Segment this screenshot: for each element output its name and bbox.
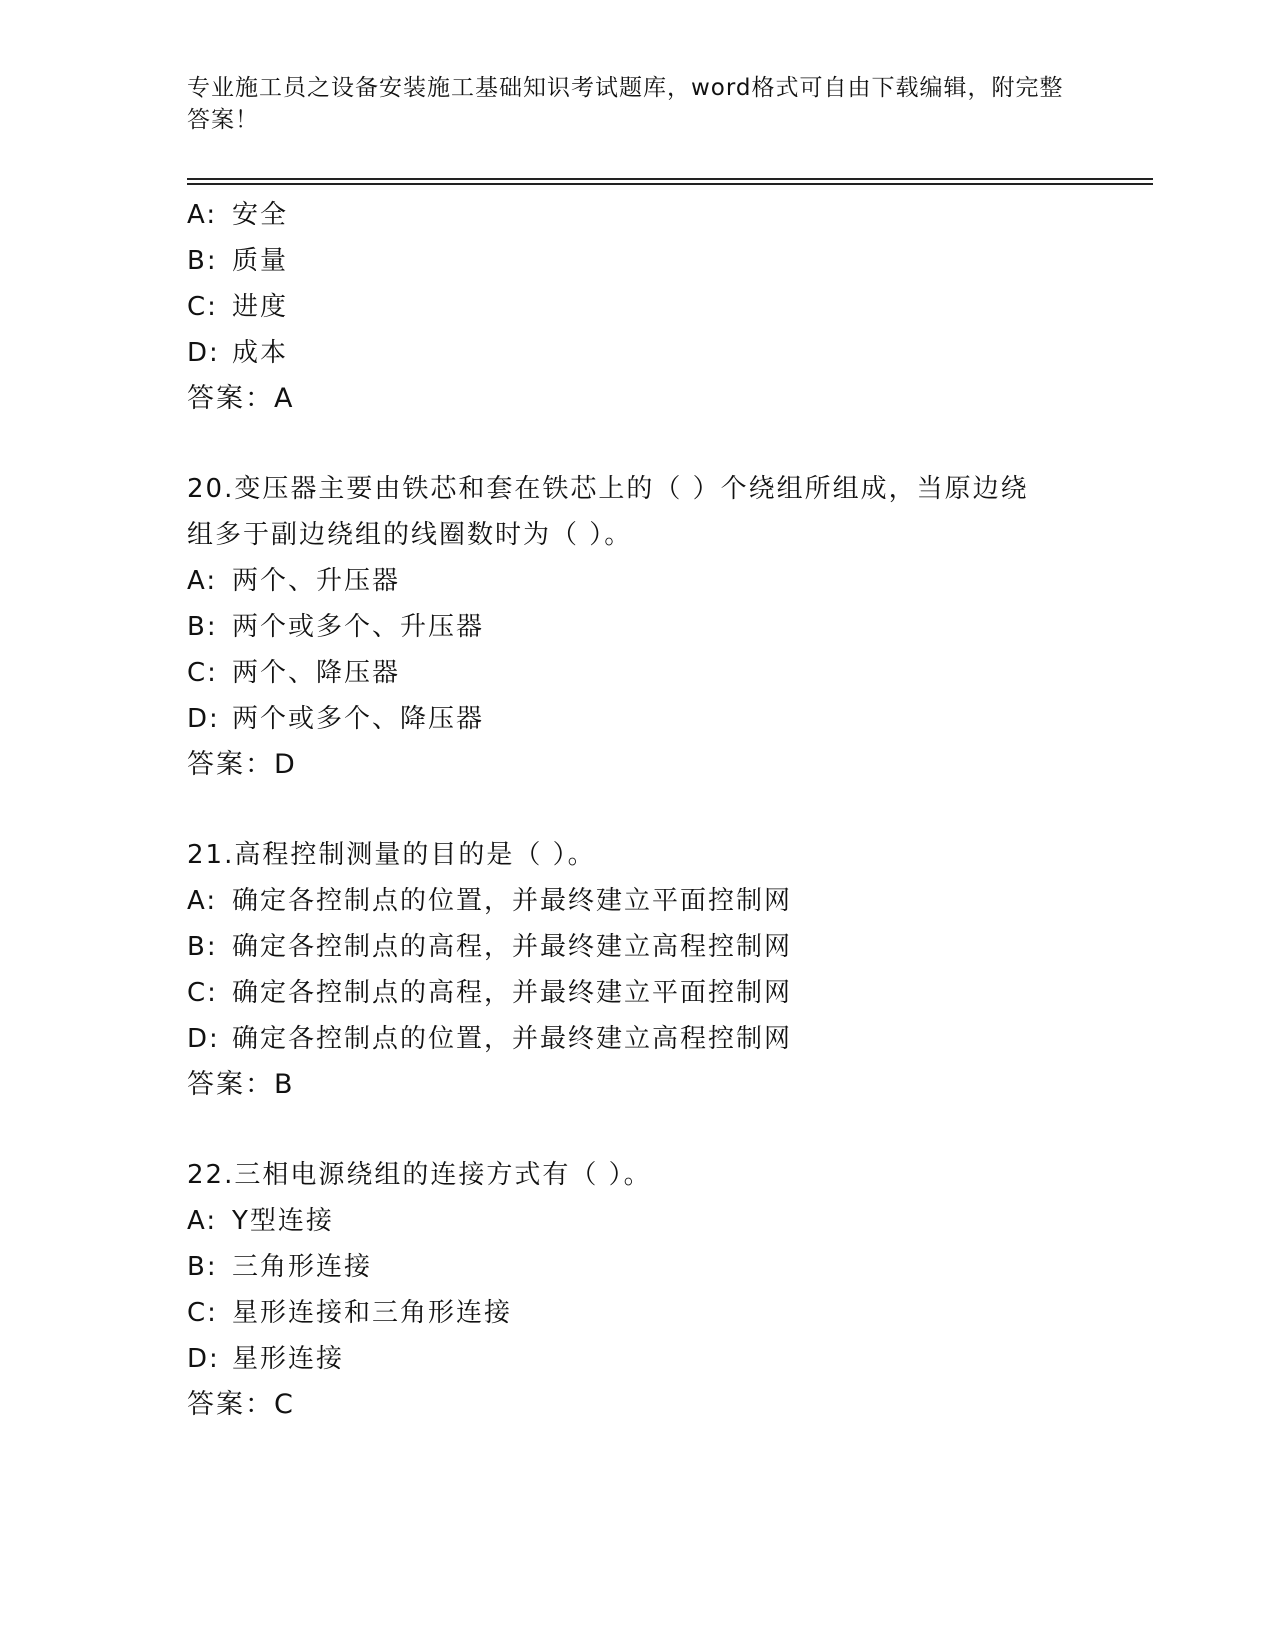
option-text: 成本 [232,338,289,368]
header-divider-bottom [187,183,1153,185]
option-c [187,970,1147,1016]
option-text: 确定各控制点的位置，并最终建立平面控制网 [232,886,793,916]
option-text: 星形连接 [232,1344,345,1374]
option-text: 进度 [232,292,289,322]
answer-line: 答案：B [187,1069,295,1100]
option-b [187,604,1147,650]
option-text: 两个或多个、升压器 [232,612,485,642]
question-22 [187,1152,1147,1428]
option-text: 三角形连接 [232,1252,373,1282]
question-20 [187,466,1147,788]
option-letter: B: [187,612,218,642]
option-letter: D: [187,704,220,734]
option-text: 确定各控制点的高程，并最终建立平面控制网 [232,978,793,1008]
question-stem-line: 21.高程控制测量的目的是（ ）。 [187,840,596,870]
option-a [187,1198,1147,1244]
option-c [187,650,1147,696]
option-text: Y型连接 [232,1206,334,1236]
option-letter: C: [187,658,218,688]
option-text: 两个或多个、降压器 [232,704,485,734]
option-letter: B: [187,1252,218,1282]
option-d [187,1016,1147,1062]
option-letter: B: [187,246,218,276]
option-letter: A: [187,886,218,916]
option-letter: A: [187,200,218,230]
option-b [187,924,1147,970]
option-text: 质量 [232,246,289,276]
document-header: 专业施工员之设备安装施工基础知识考试题库，word格式可自由下载编辑，附完整答案！ [187,75,1064,133]
question-21 [187,832,1147,1108]
question-19-partial [187,192,1147,422]
option-letter: B: [187,932,218,962]
option-a [187,192,1147,238]
option-letter: D: [187,1344,220,1374]
option-c [187,284,1147,330]
option-letter: C: [187,1298,218,1328]
answer-line: 答案：C [187,1389,295,1420]
option-a [187,878,1147,924]
option-text: 安全 [232,200,289,230]
header-divider-top [187,178,1153,180]
answer-line: 答案：D [187,749,297,780]
option-text: 星形连接和三角形连接 [232,1298,513,1328]
option-b [187,238,1147,284]
option-d [187,330,1147,376]
option-letter: D: [187,338,220,368]
option-letter: A: [187,566,218,596]
option-d [187,1336,1147,1382]
question-stem-line: 22.三相电源绕组的连接方式有（ ）。 [187,1160,652,1190]
option-letter: C: [187,292,218,322]
option-b [187,1244,1147,1290]
option-text: 确定各控制点的高程，并最终建立高程控制网 [232,932,793,962]
option-text: 两个、降压器 [232,658,401,688]
answer-line: 答案：A [187,383,295,414]
option-letter: A: [187,1206,218,1236]
question-list [187,192,1147,1472]
question-stem-line: 20.变压器主要由铁芯和套在铁芯上的（ ）个绕组所组成，当原边绕 [187,474,1029,504]
option-text: 两个、升压器 [232,566,401,596]
option-a [187,558,1147,604]
question-stem-line: 组多于副边绕组的线圈数时为（ ）。 [187,520,633,550]
option-letter: C: [187,978,218,1008]
option-letter: D: [187,1024,220,1054]
option-text: 确定各控制点的位置，并最终建立高程控制网 [232,1024,793,1054]
option-d [187,696,1147,742]
option-c [187,1290,1147,1336]
